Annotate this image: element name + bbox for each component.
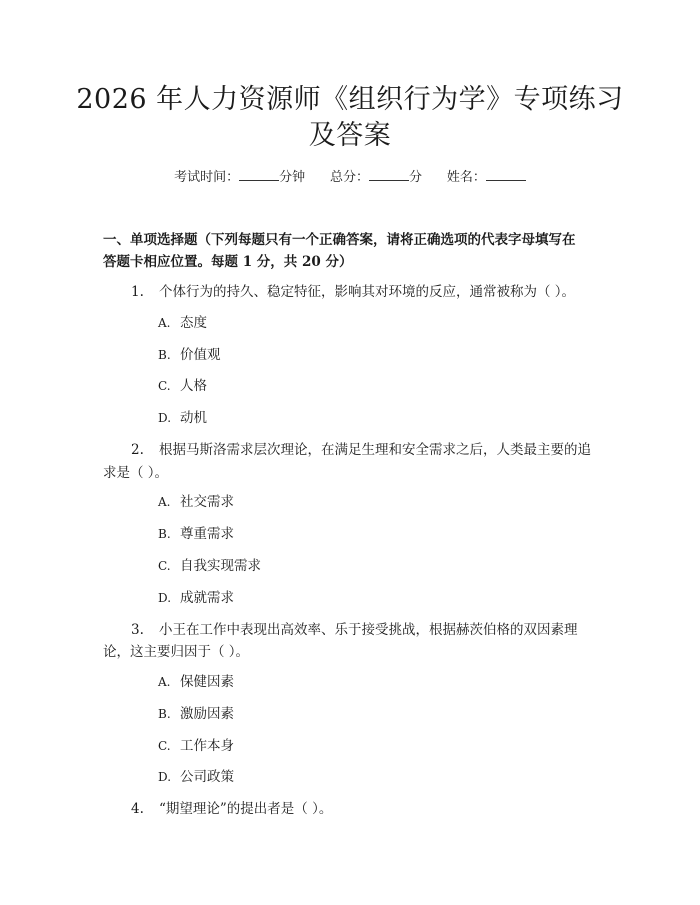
option-letter: C. [158, 559, 171, 573]
section-heading-line2: 答题卡相应位置。每题 1 分，共 20 分） [103, 254, 353, 270]
question-text: 小王在工作中表现出高效率、乐于接受挑战，根据赫茨伯格的双因素理 [159, 622, 578, 638]
time-label: 考试时间： [174, 170, 240, 185]
option-text: 动机 [180, 410, 207, 426]
question-3-line2: 论，这主要归因于（ ）。 [103, 644, 250, 660]
option-3a [158, 672, 234, 692]
option-1a [158, 313, 207, 333]
option-1c [158, 376, 207, 396]
name-blank [486, 168, 526, 181]
option-2d [158, 588, 234, 608]
option-3d [158, 767, 234, 787]
question-2-line1 [131, 438, 591, 462]
option-1d [158, 408, 207, 428]
option-text: 工作本身 [180, 738, 234, 754]
question-number: 1. [131, 284, 144, 300]
time-unit: 分钟 [279, 170, 306, 185]
question-3-line1 [131, 618, 578, 642]
question-2-line2: 求是（ ）。 [103, 465, 169, 481]
exam-meta [0, 168, 700, 188]
option-text: 成就需求 [180, 590, 234, 606]
option-text: 自我实现需求 [180, 558, 261, 574]
option-letter: B. [158, 527, 171, 541]
page-title-line2: 及答案 [308, 120, 392, 151]
option-text: 激励因素 [180, 706, 234, 722]
option-letter: D. [158, 770, 172, 784]
option-text: 人格 [180, 378, 207, 394]
option-1b [158, 345, 221, 365]
question-1 [131, 280, 575, 304]
name-label: 姓名： [446, 170, 486, 185]
option-letter: A. [158, 675, 171, 689]
score-label: 总分： [329, 170, 369, 185]
option-text: 社交需求 [180, 494, 234, 510]
option-letter: D. [158, 591, 172, 605]
option-letter: B. [158, 707, 171, 721]
section-heading-line1: 一、单项选择题（下列每题只有一个正确答案，请将正确选项的代表字母填写在 [103, 232, 576, 248]
option-letter: D. [158, 411, 172, 425]
option-letter: A. [158, 316, 171, 330]
score-unit: 分 [409, 170, 423, 185]
option-letter: C. [158, 739, 171, 753]
time-blank [239, 168, 279, 181]
option-letter: C. [158, 379, 171, 393]
option-2b [158, 524, 234, 544]
question-text: “期望理论”的提出者是（ ）。 [159, 801, 333, 817]
option-2c [158, 556, 261, 576]
option-text: 公司政策 [180, 769, 234, 785]
question-4 [131, 797, 332, 821]
option-2a [158, 492, 234, 512]
option-3b [158, 704, 234, 724]
option-text: 保健因素 [180, 674, 234, 690]
option-letter: A. [158, 495, 171, 509]
question-number: 4. [131, 801, 144, 817]
page-title-line1: 2026 年人力资源师《组织行为学》专项练习 [76, 84, 624, 115]
option-text: 态度 [180, 315, 207, 331]
question-text: 个体行为的持久、稳定特征，影响其对环境的反应，通常被称为（ ）。 [159, 284, 576, 300]
option-text: 价值观 [180, 347, 221, 363]
option-letter: B. [158, 348, 171, 362]
score-blank [369, 168, 409, 181]
question-number: 2. [131, 442, 144, 458]
question-number: 3. [131, 622, 144, 638]
option-text: 尊重需求 [180, 526, 234, 542]
option-3c [158, 736, 234, 756]
question-text: 根据马斯洛需求层次理论，在满足生理和安全需求之后，人类最主要的追 [159, 442, 591, 458]
